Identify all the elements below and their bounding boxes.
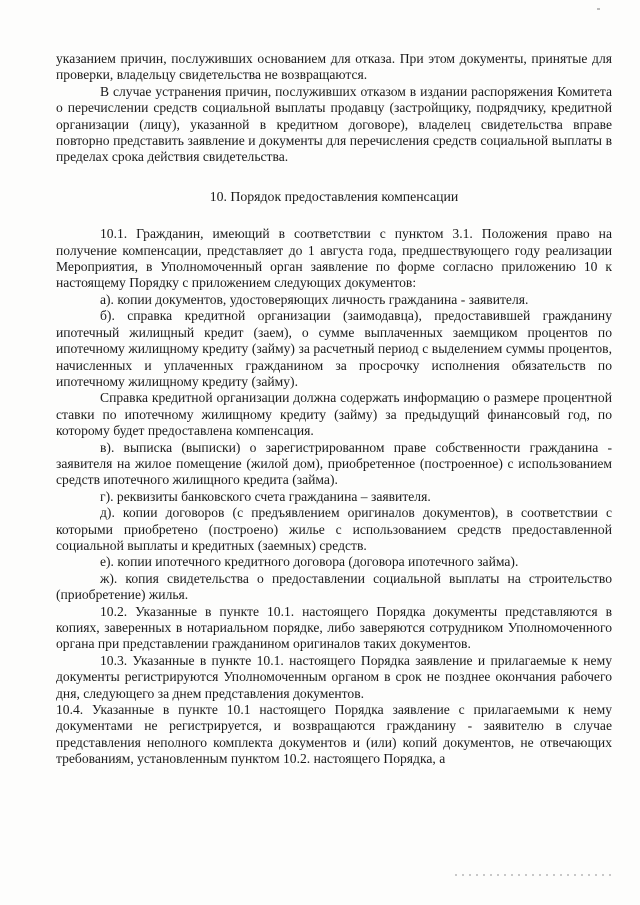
paragraph: указанием причин, послуживших основанием для отказа. При этом документы, принятые для проверки, владельцу свидетельства не возвращаются. — [56, 51, 612, 83]
paragraph: В случае устранения причин, послуживших отказом в издании распоряжения Комитета о перечислении средств социальной выплаты продавцу (застройщику, подрядчику, кредитной организации (лицу), указанной в кредитном договоре), владелец свидетельства вправе повторно представить заявление и документы для перечисления средств социальной выплаты в пределах срока действия свидетельства. — [56, 83, 612, 165]
paragraphs-after-heading — [56, 226, 612, 767]
scan-artifact — [597, 8, 600, 10]
scan-artifact — [455, 874, 615, 876]
paragraph: а). копии документов, удостоверяющих личность гражданина - заявителя. — [100, 291, 529, 307]
paragraph: е). копии ипотечного кредитного договора (договора ипотечного займа). — [100, 554, 519, 570]
paragraph: 10.2. Указанные в пункте 10.1. настоящего Порядка документы представляются в копиях, заверенных в нотариальном порядке, либо заверяются сотрудником Уполномоченного органа при представлении гражданином оригиналов таких документов. — [56, 603, 612, 652]
paragraphs-before-heading — [56, 51, 612, 166]
document-body — [56, 51, 612, 768]
paragraph: ж). копия свидетельства о предоставлении социальной выплаты на строительство (приобретение) жилья. — [56, 570, 612, 603]
paragraph: 10.3. Указанные в пункте 10.1. настоящего Порядка заявление и прилагаемые к нему документы регистрируются Уполномоченным органом в срок не позднее окончания рабочего дня, следующего за днем представления документов. — [56, 652, 612, 701]
paragraph: в). выписка (выписки) о зарегистрированном праве собственности гражданина - заявителя на жилое помещение (жилой дом), приобретенное (построенное) с использованием средств ипотечного жилищного кредита (займа). — [56, 439, 612, 488]
paragraph: б). справка кредитной организации (заимодавца), предоставившей гражданину ипотечный жилищный кредит (заем), о сумме выплаченных заемщиком процентов по ипотечному жилищному кредиту (займу) за расчетный период с выделением суммы процентов, начисленных и уплаченных гражданином за просрочку исполнения обязательств по ипотечному жилищному кредиту (займу). — [56, 308, 612, 389]
paragraph: Справка кредитной организации должна содержать информацию о размере процентной ставки по ипотечному жилищному кредиту (займу) за предыдущий финансовый год, по которому будет предоставлена компенсация. — [56, 390, 612, 439]
paragraph: д). копии договоров (с предъявлением оригиналов документов), в соответствии с которыми приобретено (построено) жилье с использованием средств предоставленной социальной выплаты и кредитных (заемных) средств. — [56, 505, 612, 553]
section-heading: 10. Порядок предоставления компенсации — [209, 188, 459, 204]
paragraph: 10.1. Гражданин, имеющий в соответствии с пунктом 3.1. Положения право на получение компенсации, представляет до 1 августа года, предшествующего году реализации Мероприятия, в Уполномоченный орган заявление по форме согласно приложению 10 к настоящему Порядку с приложением следующих документов: — [56, 226, 612, 291]
paragraph: 10.4. Указанные в пункте 10.1 настоящего Порядка заявление с прилагаемыми к нему документами не регистрируется, и возвращаются гражданину - заявителю в случае представления неполного комплекта документов и (или) копий документов, не отвечающих требованиям, установленным пунктом 10.2. настоящего Порядка, а — [56, 702, 612, 767]
paragraph: г). реквизиты банковского счета гражданина – заявителя. — [100, 488, 431, 504]
